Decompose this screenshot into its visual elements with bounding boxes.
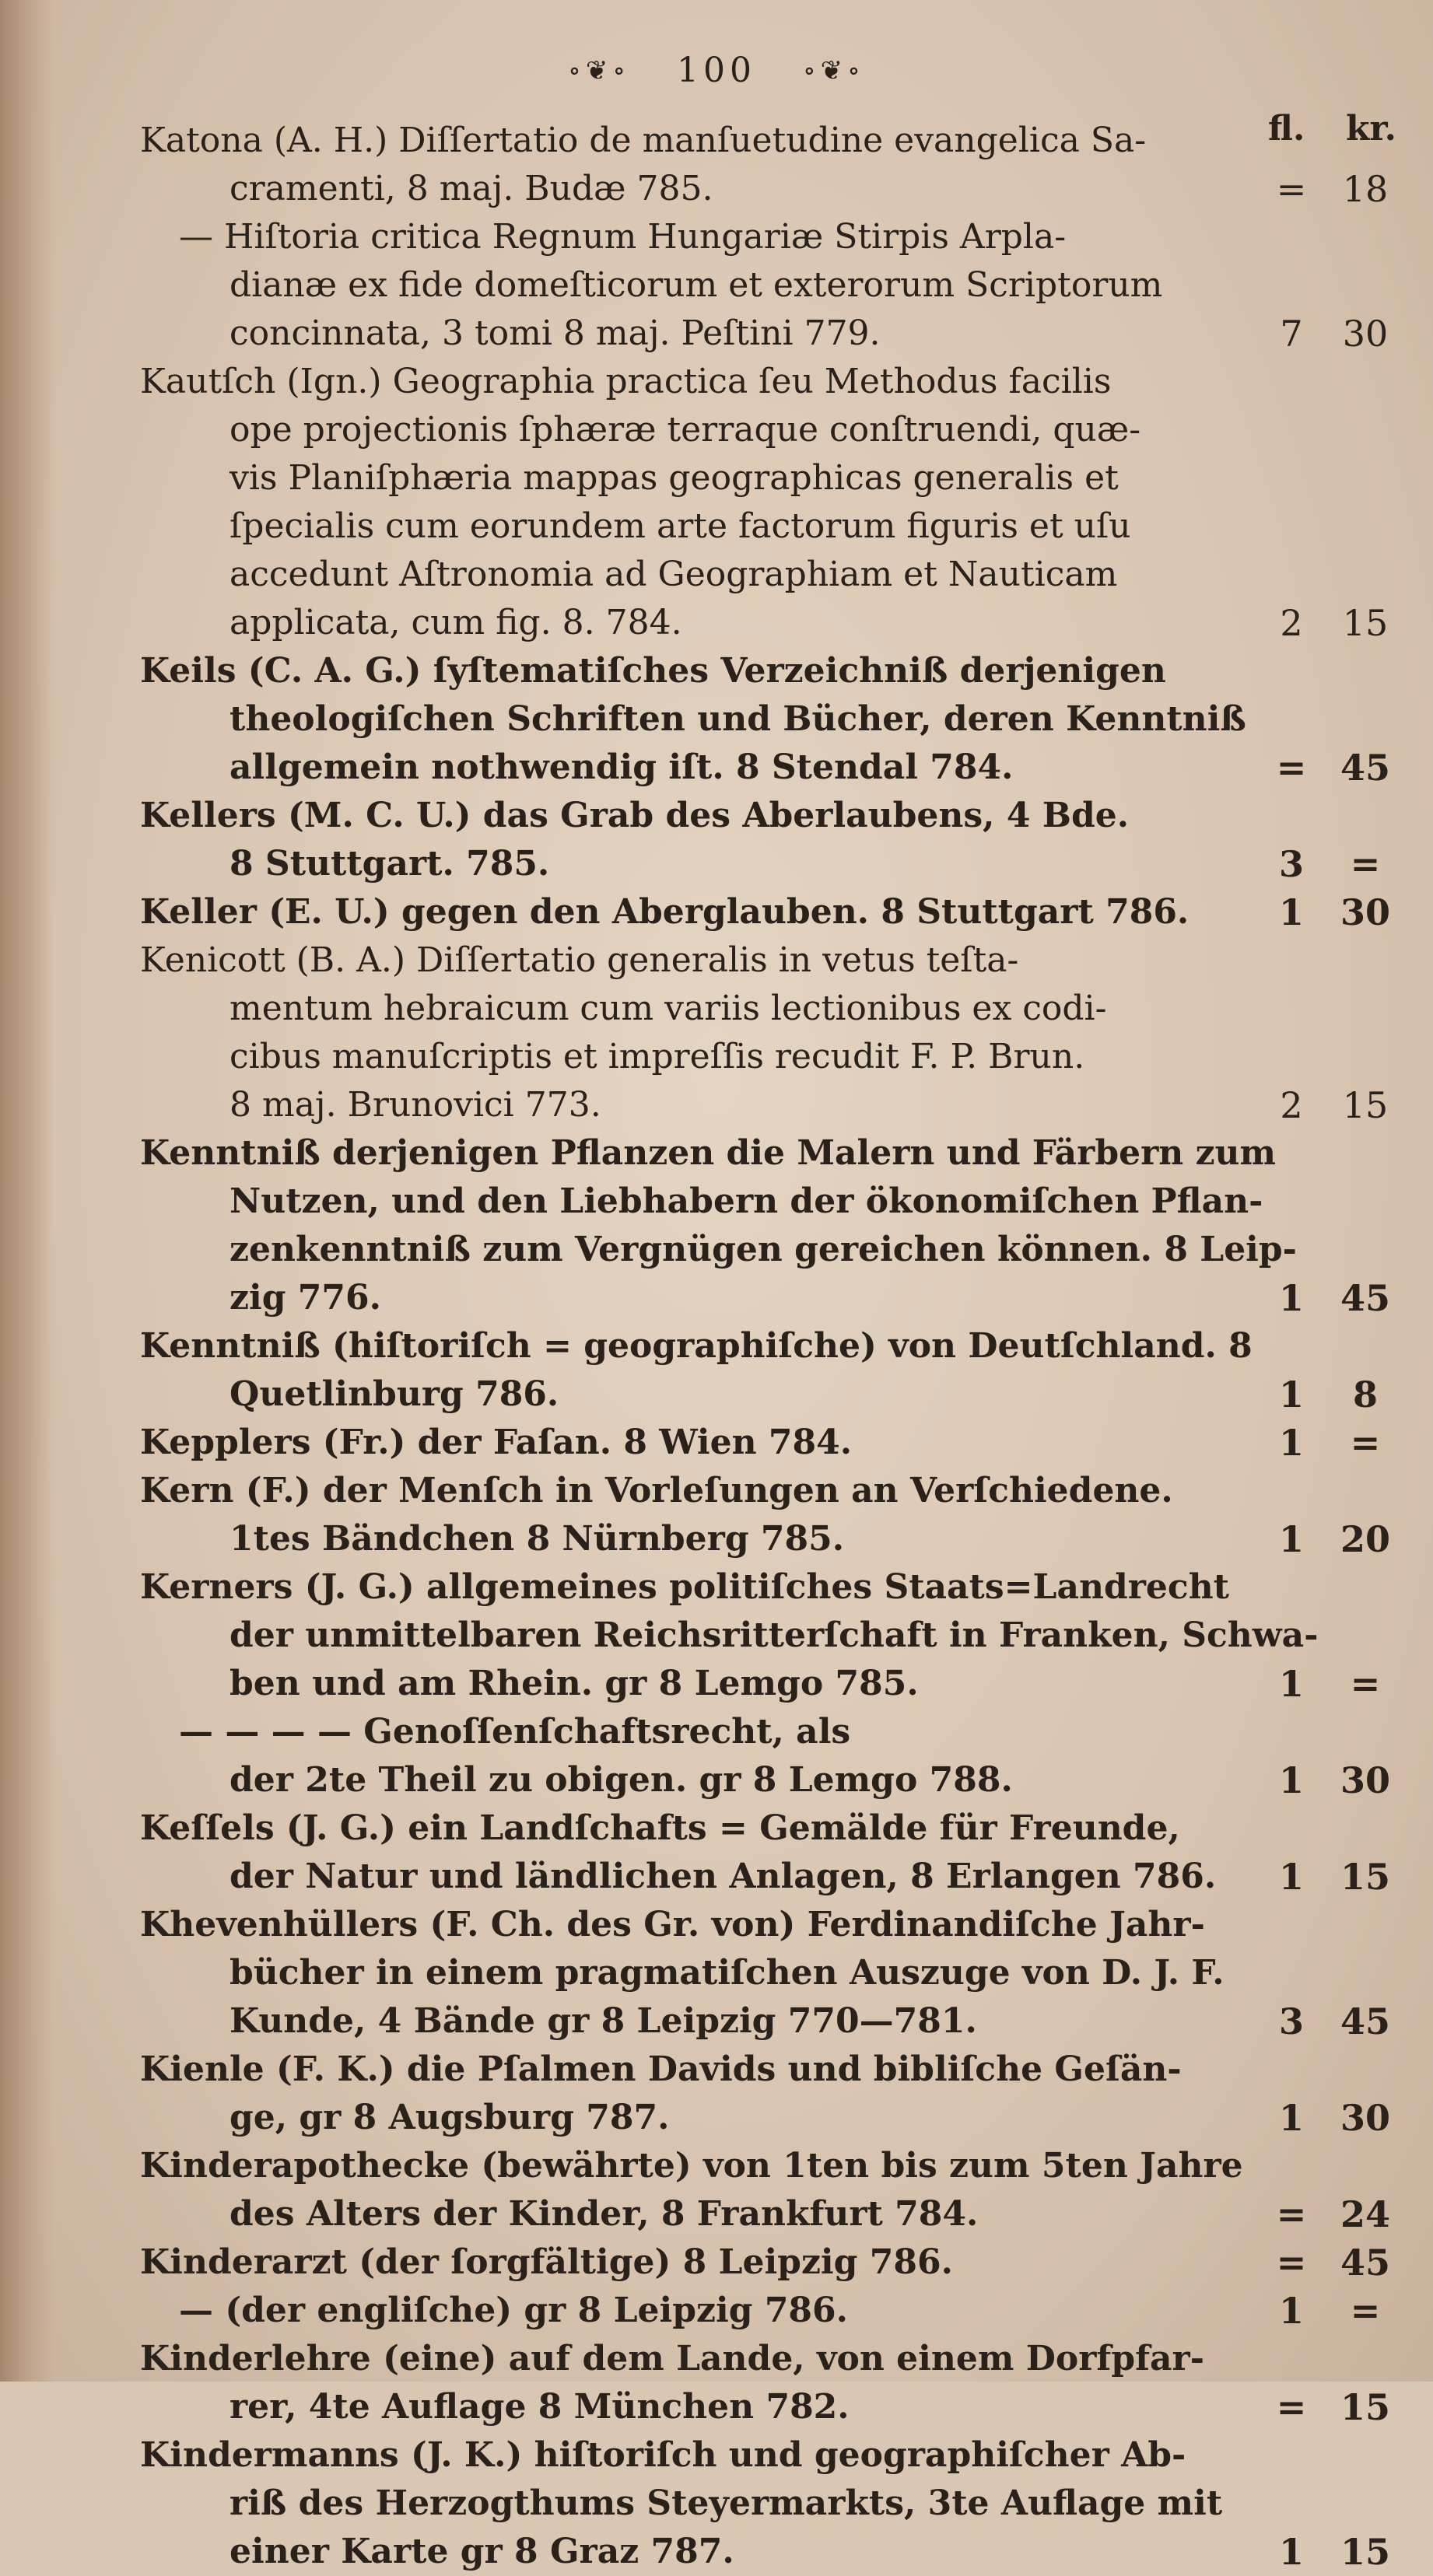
entry-text: Kerners (J. G.) allgemeines politiſches Staats=Landrecht	[140, 1567, 1230, 1607]
entry-text: ſpecialis cum eorundem arte factorum figuris et uſu	[229, 506, 1131, 546]
entry-text: applicata, cum fig. 8. 784.	[229, 603, 682, 642]
entry-line	[140, 1129, 1424, 1178]
entry-line	[140, 117, 1424, 165]
entry-line	[140, 985, 1424, 1033]
entry-line	[140, 1370, 1424, 1419]
entry-line	[140, 840, 1424, 888]
price-florin: 1	[1278, 2097, 1304, 2139]
catalog-entry	[140, 1129, 1424, 1322]
catalog-entry	[140, 792, 1424, 888]
price-florin: 1	[1278, 891, 1304, 933]
entry-text: rer, 4te Auflage 8 München 782.	[229, 2387, 850, 2427]
entry-line	[140, 1612, 1424, 1660]
price-florin: 1	[1278, 2531, 1304, 2573]
entry-text: theologiſchen Schriften und Bücher, deren Kenntniß	[229, 699, 1246, 739]
entry-line	[140, 599, 1424, 647]
entry-line	[140, 1322, 1424, 1370]
price-kreuzer: 30	[1340, 1759, 1390, 1801]
price-florin: 1	[1278, 1856, 1304, 1898]
entry-text: zig 776.	[229, 1278, 381, 1318]
entry-line	[140, 213, 1424, 261]
entry-text: der unmittelbaren Reichsritterſchaft in Franken, Schwa-	[229, 1615, 1319, 1655]
entry-line	[140, 551, 1424, 599]
entry-text: Kienle (F. K.) die Pſalmen Davids und bibliſche Geſän-	[140, 2049, 1182, 2089]
price-florin: =	[1276, 2242, 1307, 2284]
price-kreuzer: 45	[1340, 1277, 1390, 1319]
entry-line	[140, 2094, 1424, 2142]
catalog-entry	[140, 1804, 1424, 1901]
entry-text: — Hiſtoria critica Regnum Hungariæ Stirpis Arpla-	[179, 217, 1067, 257]
price-florin: 3	[1278, 843, 1304, 885]
entry-text: Kinderarzt (der ſorgfältige) 8 Leipzig 786.	[140, 2242, 953, 2282]
entry-text: — (der engliſche) gr 8 Leipzig 786.	[179, 2291, 848, 2330]
price-florin: 1	[1278, 1422, 1304, 1464]
price-florin: =	[1276, 168, 1307, 210]
entry-line	[140, 261, 1424, 310]
entry-text: Kenntniß (hiſtoriſch = geographiſche) von Deutſchland. 8	[140, 1326, 1253, 1366]
price-kreuzer: =	[1350, 843, 1381, 885]
entry-text: mentum hebraicum cum variis lectionibus ex codi-	[229, 989, 1107, 1028]
entry-line	[140, 2383, 1424, 2431]
price-kreuzer: 45	[1340, 2242, 1390, 2284]
entry-line	[140, 792, 1424, 840]
price-florin: 2	[1280, 602, 1303, 644]
price-kreuzer: 15	[1342, 602, 1389, 644]
entry-text: Kepplers (Fr.) der Faſan. 8 Wien 784.	[140, 1423, 853, 1462]
catalog-entry	[140, 2335, 1424, 2431]
price-kreuzer: =	[1350, 1663, 1381, 1705]
column-header-fl: fl.	[1268, 109, 1305, 149]
entry-text: allgemein nothwendig iſt. 8 Stendal 784.	[229, 747, 1014, 787]
price-kreuzer: 24	[1340, 2193, 1390, 2235]
entry-text: Kindermanns (J. K.) hiſtoriſch und geographiſcher Ab-	[140, 2435, 1186, 2475]
entry-text: der 2te Theil zu obigen. gr 8 Lemgo 788.	[229, 1760, 1013, 1800]
catalog-entry	[140, 1563, 1424, 1708]
entry-text: Kinderapothecke (bewährte) von 1ten bis zum 5ten Jahre	[140, 2146, 1243, 2186]
entry-text: ope projectionis ſphæræ terraque conſtruendi, quæ-	[229, 410, 1141, 450]
catalog-entry	[140, 213, 1424, 358]
entry-line	[140, 2046, 1424, 2094]
price-florin: 1	[1278, 1374, 1304, 1416]
entry-line	[140, 1274, 1424, 1322]
page-number: 100	[677, 51, 756, 90]
price-kreuzer: 30	[1342, 313, 1389, 355]
entry-line	[140, 2238, 1424, 2287]
entry-line	[140, 2431, 1424, 2480]
entry-line	[140, 2190, 1424, 2238]
entry-line	[140, 2142, 1424, 2190]
entry-text: 1tes Bändchen 8 Nürnberg 785.	[229, 1519, 845, 1559]
column-header-kr: kr.	[1346, 109, 1396, 149]
entry-line	[140, 1804, 1424, 1853]
entry-text: Keſſels (J. G.) ein Landſchafts = Gemälde für Freunde,	[140, 1808, 1180, 1848]
entry-text: Keils (C. A. G.) ſyſtematiſches Verzeichniß derjenigen	[140, 651, 1166, 691]
catalog-entry	[140, 1419, 1424, 1467]
entry-line	[140, 1660, 1424, 1708]
catalog-entry	[140, 647, 1424, 792]
price-florin: 2	[1280, 1084, 1303, 1126]
price-kreuzer: =	[1350, 1422, 1381, 1464]
price-kreuzer: 15	[1340, 2386, 1390, 2428]
price-florin: 1	[1278, 2290, 1304, 2332]
catalog-entry	[140, 117, 1424, 213]
entry-text: Kenntniß derjenigen Pflanzen die Malern und Färbern zum	[140, 1133, 1277, 1173]
entry-line	[140, 2287, 1424, 2335]
entry-text: 8 Stuttgart. 785.	[229, 844, 550, 884]
price-florin: =	[1276, 2386, 1307, 2428]
entry-text: bücher in einem pragmatiſchen Auszuge von D. J. F.	[229, 1953, 1225, 1993]
entry-text: Kellers (M. C. U.) das Grab des Aberlaubens, 4 Bde.	[140, 796, 1130, 835]
catalog-entry	[140, 1708, 1424, 1804]
price-florin: 1	[1278, 1518, 1304, 1560]
price-kreuzer: 30	[1340, 891, 1390, 933]
ornament-right-icon: ∘❦∘	[802, 54, 865, 86]
entry-text: cramenti, 8 maj. Budæ 785.	[229, 169, 713, 208]
catalog-entry	[140, 1901, 1424, 2046]
price-florin: 1	[1278, 1759, 1304, 1801]
price-kreuzer: 45	[1340, 2000, 1390, 2042]
entry-text: vis Planiſphæria mappas geographicas generalis et	[229, 458, 1119, 498]
price-florin: 1	[1278, 1663, 1304, 1705]
page-header	[0, 48, 1433, 95]
entry-text: cibus manuſcriptis et impreſſis recudit F. P. Brun.	[229, 1037, 1085, 1076]
entry-text: des Alters der Kinder, 8 Frankfurt 784.	[229, 2194, 979, 2234]
entry-line	[140, 310, 1424, 358]
entry-text: accedunt Aſtronomia ad Geographiam et Nauticam	[229, 555, 1118, 594]
entry-line	[140, 1997, 1424, 2046]
entry-line	[140, 936, 1424, 985]
price-kreuzer: =	[1350, 2290, 1381, 2332]
entry-text: Keller (E. U.) gegen den Aberglauben. 8 Stuttgart 786.	[140, 892, 1189, 932]
entry-text: einer Karte gr 8 Graz 787.	[229, 2532, 734, 2571]
price-kreuzer: 15	[1340, 2531, 1390, 2573]
entry-line	[140, 695, 1424, 744]
entry-text: Kautſch (Ign.) Geographia practica ſeu Methodus facilis	[140, 362, 1112, 401]
entry-line	[140, 1226, 1424, 1274]
entry-line	[140, 1178, 1424, 1226]
entry-text: Kern (F.) der Menſch in Vorleſungen an Verſchiedene.	[140, 1471, 1173, 1510]
entry-line	[140, 647, 1424, 695]
entry-line	[140, 1515, 1424, 1563]
price-florin: 3	[1278, 2000, 1304, 2042]
entry-line	[140, 1419, 1424, 1467]
entry-text: der Natur und ländlichen Anlagen, 8 Erlangen 786.	[229, 1857, 1217, 1896]
entry-line	[140, 1901, 1424, 1949]
price-kreuzer: 8	[1352, 1374, 1378, 1416]
entry-text: Katona (A. H.) Diſſertatio de manſuetudine evangelica Sa-	[140, 121, 1147, 160]
entry-line	[140, 1081, 1424, 1129]
price-kreuzer: 18	[1342, 168, 1389, 210]
ornament-left-icon: ∘❦∘	[568, 54, 630, 86]
entry-text: ge, gr 8 Augsburg 787.	[229, 2098, 670, 2137]
entry-text: 8 maj. Brunovici 773.	[229, 1085, 601, 1125]
entry-line	[140, 358, 1424, 406]
catalog-entries	[140, 117, 1424, 2576]
entry-line	[140, 165, 1424, 213]
entry-text: ben und am Rhein. gr 8 Lemgo 785.	[229, 1664, 919, 1703]
entry-text: Kinderlehre (eine) auf dem Lande, von einem Dorfpfar-	[140, 2339, 1204, 2378]
entry-text: Nutzen, und den Liebhabern der ökonomiſchen Pflan-	[229, 1181, 1263, 1221]
catalog-entry	[140, 2431, 1424, 2576]
entry-line	[140, 2528, 1424, 2576]
price-florin: 7	[1280, 313, 1303, 355]
price-kreuzer: 45	[1340, 747, 1390, 789]
catalog-entry	[140, 2046, 1424, 2142]
entry-line	[140, 454, 1424, 502]
entry-line	[140, 2335, 1424, 2383]
entry-text: Kunde, 4 Bände gr 8 Leipzig 770—781.	[229, 2001, 977, 2041]
catalog-entry	[140, 2238, 1424, 2287]
entry-line	[140, 1708, 1424, 1756]
price-florin: =	[1276, 2193, 1307, 2235]
entry-text: — — — — Genoſſenſchaftsrecht, als	[179, 1712, 851, 1752]
entry-text: concinnata, 3 tomi 8 maj. Peſtini 779.	[229, 313, 881, 353]
entry-line	[140, 406, 1424, 454]
catalog-entry	[140, 888, 1424, 936]
catalog-entry	[140, 1467, 1424, 1563]
entry-line	[140, 1467, 1424, 1515]
price-kreuzer: 15	[1340, 1856, 1390, 1898]
entry-text: Kenicott (B. A.) Diſſertatio generalis in vetus teſta-	[140, 940, 1019, 980]
catalog-entry	[140, 1322, 1424, 1419]
price-florin: 1	[1278, 1277, 1304, 1319]
catalog-entry	[140, 2287, 1424, 2335]
price-kreuzer: 30	[1340, 2097, 1390, 2139]
entry-text: Khevenhüllers (F. Ch. des Gr. von) Ferdinandiſche Jahr-	[140, 1905, 1205, 1944]
entry-line	[140, 744, 1424, 792]
price-kreuzer: 20	[1340, 1518, 1390, 1560]
catalog-entry	[140, 936, 1424, 1129]
entry-line	[140, 1853, 1424, 1901]
entry-line	[140, 888, 1424, 936]
entry-line	[140, 1949, 1424, 1997]
page-binding-shadow	[0, 0, 54, 2382]
catalog-entry	[140, 2142, 1424, 2238]
entry-text: Quetlinburg 786.	[229, 1374, 559, 1414]
price-kreuzer: 15	[1342, 1084, 1389, 1126]
entry-line	[140, 2480, 1424, 2528]
catalog-entry	[140, 358, 1424, 647]
entry-line	[140, 1033, 1424, 1081]
price-florin: =	[1276, 747, 1307, 789]
entry-line	[140, 1563, 1424, 1612]
entry-text: dianæ ex fide domeſticorum et exterorum Scriptorum	[229, 265, 1163, 305]
entry-line	[140, 502, 1424, 551]
entry-line	[140, 1756, 1424, 1804]
entry-text: riß des Herzogthums Steyermarkts, 3te Auflage mit	[229, 2483, 1223, 2523]
entry-text: zenkenntniß zum Vergnügen gereichen können. 8 Leip-	[229, 1230, 1297, 1269]
